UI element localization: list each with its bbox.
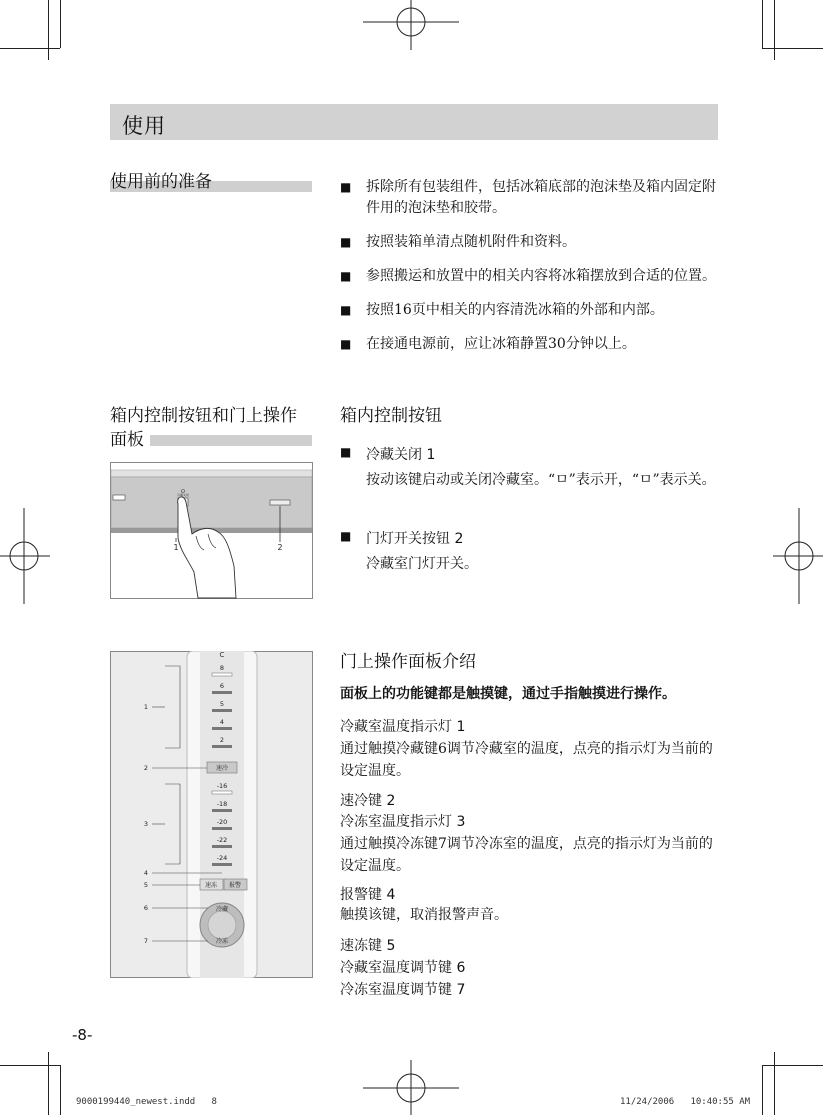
crop-mark <box>762 1065 763 1115</box>
top-mark: C <box>219 651 225 659</box>
callout-5: 5 <box>143 881 149 889</box>
fridge-temp-4: 4 <box>219 718 225 726</box>
subsection-title: 箱内控制按钮 <box>340 406 442 426</box>
crop-mark <box>0 48 60 49</box>
crop-mark <box>48 1052 49 1115</box>
callout-6: 6 <box>143 904 149 912</box>
freezer-temp-18: -18 <box>216 800 228 808</box>
bullet-icon: ■ <box>340 445 352 459</box>
list-item: ■ 参照搬运和放置中的相关内容将冰箱摆放到合适的位置。 <box>340 266 720 287</box>
registration-mark-right <box>773 508 823 604</box>
callout-1: 1 <box>173 543 179 552</box>
crop-mark <box>762 1065 823 1066</box>
control-buttons-figure <box>110 462 313 599</box>
page-number: -8- <box>72 1026 93 1044</box>
control-item-1 <box>340 444 720 491</box>
panel-item-desc: 通过触摸冷藏键6调节冷藏室的温度，点亮的指示灯为当前的设定温度。 <box>340 741 713 779</box>
switch-label: 冷藏关闭 <box>176 493 190 497</box>
section-title-prep: 使用前的准备 <box>110 172 212 192</box>
panel-item-desc: 触摸该键，取消报警声音。 <box>340 907 508 923</box>
fridge-temp-5: 5 <box>219 700 225 708</box>
panel-item-label: 速冷键 2 <box>340 793 396 809</box>
section-title-line: 箱内控制按钮和门上操作 <box>110 406 297 426</box>
callout-3: 3 <box>143 820 149 828</box>
panel-item-label: 速冻键 5 <box>340 938 396 954</box>
crop-mark <box>774 0 775 60</box>
section-title-controls <box>110 404 297 452</box>
control-item-2 <box>340 528 720 575</box>
control-item-desc: 按动该键启动或关闭冷藏室。“ㅁ”表示开，“ㅁ”表示关。 <box>366 472 716 488</box>
bullet-icon: ■ <box>340 529 352 543</box>
panel-item-label: 冷藏室温度指示灯 1 <box>340 719 466 735</box>
panel-item-desc: 通过触摸冷冻键7调节冷冻室的温度，点亮的指示灯为当前的设定温度。 <box>340 836 713 874</box>
fridge-temp-8: 8 <box>219 664 225 672</box>
callout-4: 4 <box>143 869 149 877</box>
control-item-desc: 冷藏室门灯开关。 <box>366 556 478 572</box>
control-item-label: 门灯开关按钮 2 <box>366 531 464 547</box>
list-item: ■ 在接通电源前，应让冰箱静置30分钟以上。 <box>340 334 720 355</box>
footer-file: 9000199440_newest.indd 8 <box>76 1097 217 1107</box>
list-item: ■ 按照装箱单清点随机附件和资料。 <box>340 232 720 253</box>
callout-1: 1 <box>143 703 149 711</box>
crop-mark <box>762 0 763 48</box>
fridge-temp-2: 2 <box>219 736 225 744</box>
callout-2: 2 <box>277 543 283 552</box>
panel-item-label: 冷冻室温度调节键 7 <box>340 982 466 998</box>
quick-cool-button: 速冷 <box>215 765 229 772</box>
crop-mark <box>60 0 61 48</box>
list-item: ■ 按照16页中相关的内容清洗冰箱的外部和内部。 <box>340 300 720 321</box>
crop-mark <box>60 1065 61 1115</box>
freezer-temp-20: -20 <box>216 818 228 826</box>
page-title: 使用 <box>122 114 166 138</box>
quick-freeze-button: 速冻 <box>204 882 218 889</box>
header-bar <box>110 104 718 140</box>
freezer-temp-16: -16 <box>216 782 228 790</box>
freezer-temp-22: -22 <box>216 836 228 844</box>
panel-item-label: 冷藏室温度调节键 6 <box>340 960 466 976</box>
freezer-temp-24: -24 <box>216 854 228 862</box>
freezer-adjust-button: 冷冻 <box>215 938 229 945</box>
door-panel-figure <box>110 651 313 978</box>
crop-mark <box>774 1052 775 1115</box>
crop-mark <box>762 48 823 49</box>
subsection-title: 门上操作面板介绍 <box>340 652 476 672</box>
section-title-line: 面板 <box>110 430 144 450</box>
crop-mark <box>0 1065 60 1066</box>
footer-date: 11/24/2006 10:40:55 AM <box>620 1097 751 1107</box>
control-item-label: 冷藏关闭 1 <box>366 447 436 463</box>
fridge-temp-6: 6 <box>219 682 225 690</box>
fridge-adjust-button: 冷藏 <box>215 906 229 913</box>
registration-mark-top <box>363 0 459 50</box>
panel-item-label: 冷冻室温度指示灯 3 <box>340 814 466 830</box>
list-item: ■ 拆除所有包装组件，包括冰箱底部的泡沫垫及箱内固定附件用的泡沫垫和胶带。 <box>340 177 720 219</box>
panel-intro: 面板上的功能键都是触摸键，通过手指触摸进行操作。 <box>340 686 676 702</box>
registration-mark-bottom <box>363 1060 459 1115</box>
crop-mark <box>48 0 49 60</box>
prep-list <box>340 177 720 368</box>
callout-7: 7 <box>143 937 149 945</box>
registration-mark-left <box>0 508 50 604</box>
callout-2: 2 <box>143 764 149 772</box>
alarm-button: 报警 <box>228 882 242 889</box>
panel-item-label: 报警键 4 <box>340 887 396 903</box>
